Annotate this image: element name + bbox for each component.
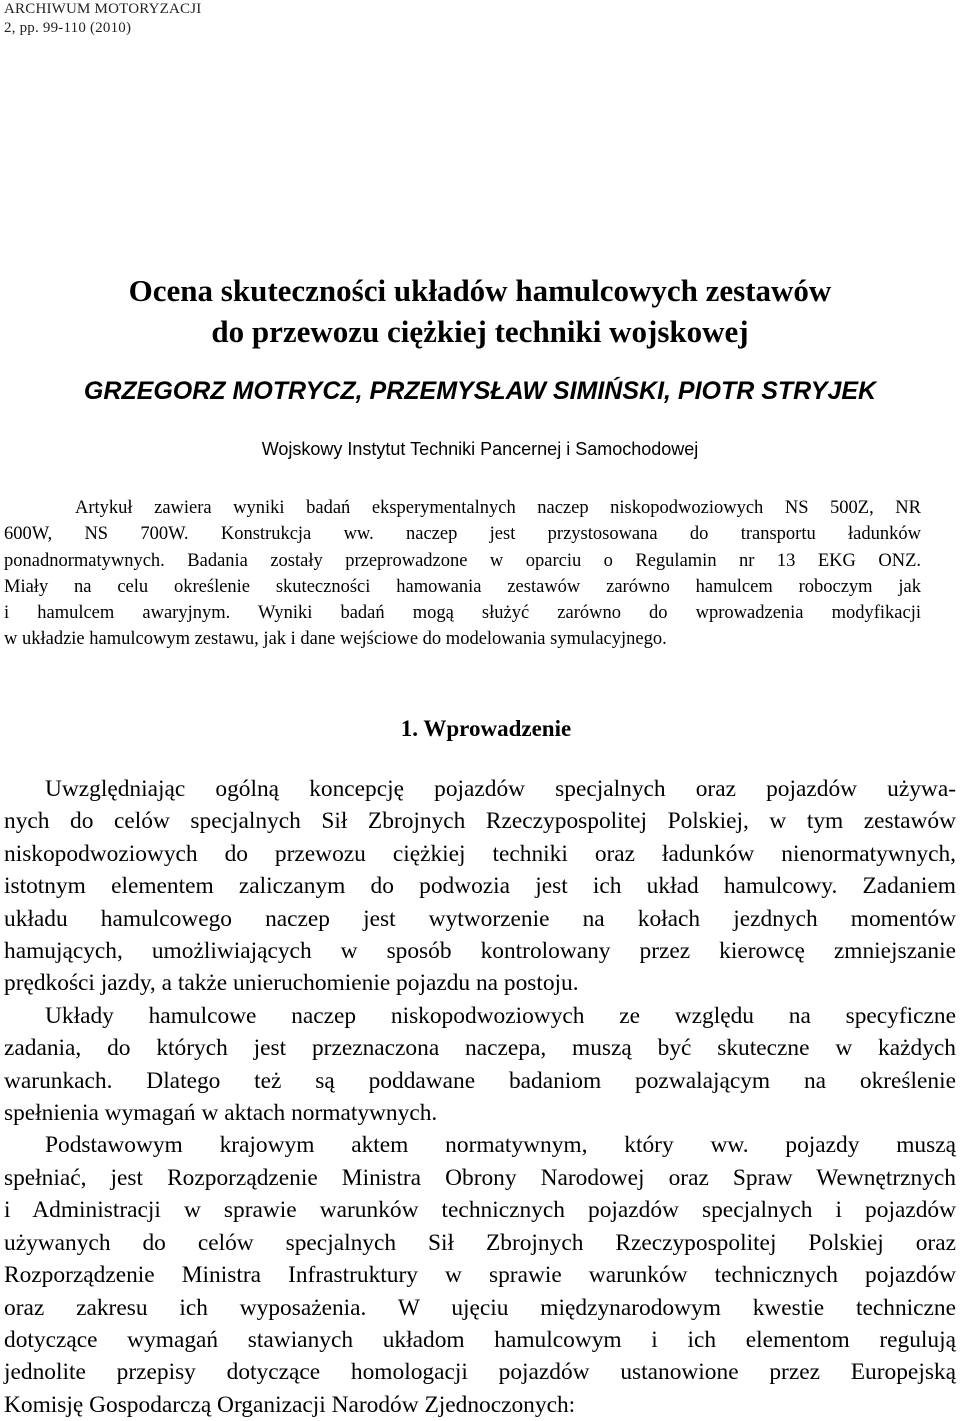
body-line: prędkości jazdy, a także unieruchomienie pojazdu na postoju. [4,970,579,997]
body-line: Rozporządzenie Ministra Infrastruktury w sprawie warunków technicznych pojazdów [4,1262,956,1289]
abstract-line: ponadnormatywnych. Badania zostały przeprowadzone w oparciu o Regulamin nr 13 EKG ONZ. [4,550,921,571]
section-heading: 1. Wprowadzenie [400,716,572,741]
body-line: układu hamulcowego naczep jest wytworzenie na kołach jezdnych momentów [4,905,956,932]
body-text [4,773,956,1421]
body-line: i Administracji w sprawie warunków technicznych pojazdów specjalnych i pojazdów [4,1197,956,1224]
body-line: niskopodwoziowych do przewozu ciężkiej techniki oraz ładunków nienormatywnych, [4,840,956,867]
body-line: oraz zakresu ich wyposażenia. W ujęciu międzynarodowym kwestie techniczne [4,1294,956,1321]
body-line: Podstawowym krajowym aktem normatywnym, który ww. pojazdy muszą [45,1132,956,1159]
abstract-line: 600W, NS 700W. Konstrukcja ww. naczep jest przystosowana do transportu ładunków [4,524,921,545]
body-line: dotyczące wymagań stawianych układom hamulcowym i ich elementom regulują [4,1326,956,1353]
body-line: jednolite przepisy dotyczące homologacji pojazdów ustanowione przez Europejską [4,1359,956,1386]
abstract-line: i hamulcem awaryjnym. Wyniki badań mogą służyć zarówno do wprowadzenia modyfikacji [4,603,921,624]
body-line: warunkach. Dlatego też są poddawane badaniom pozwalającym na określenie [4,1067,956,1094]
body-line: spełnienia wymagań w aktach normatywnych. [4,1100,438,1127]
journal-header [4,0,201,38]
body-line: używanych do celów specjalnych Sił Zbrojnych Rzeczypospolitej Polskiej oraz [4,1229,956,1256]
body-line: Układy hamulcowe naczep niskopodwoziowych ze względu na specyficzne [45,1002,956,1029]
authors: GRZEGORZ MOTRYCZ, PRZEMYSŁAW SIMIŃSKI, PIOTR STRYJEK [83,377,877,405]
abstract-line: w układzie hamulcowym zestawu, jak i dane wejściowe do modelowania symulacyjnego. [4,629,667,650]
affiliation: Wojskowy Instytut Techniki Pancernej i Samochodowej [261,439,699,459]
paper-title-line-1: Ocena skuteczności układów hamulcowych zestawów [128,273,832,308]
body-line: Uwzględniając ogólną koncepcję pojazdów specjalnych oraz pojazdów używa- [45,776,956,802]
journal-name: ARCHIWUM MOTORYZACJI [4,1,202,17]
abstract-line: Artykuł zawiera wyniki badań eksperymentalnych naczep niskopodwoziowych NS 500Z, NR [75,498,921,518]
body-line: spełniać, jest Rozporządzenie Ministra Obrony Narodowej oraz Spraw Wewnętrznych [4,1164,956,1191]
paper-title [0,270,960,352]
body-line: hamujących, umożliwiających w sposób kontrolowany przez kierowcę zmniejszanie [4,938,956,965]
abstract-line: Miały na celu określenie skuteczności hamowania zestawów zarówno hamulcem roboczym jak [4,576,921,597]
body-line: nych do celów specjalnych Sił Zbrojnych Rzeczypospolitej Polskiej, w tym zestawów [4,808,956,835]
body-line: zadania, do których jest przeznaczona naczepa, muszą być skuteczne w każdych [4,1035,956,1062]
journal-issue: 2, pp. 99-110 (2010) [4,20,132,36]
abstract [4,495,921,653]
body-line: Komisję Gospodarczą Organizacji Narodów Zjednoczonych: [4,1391,576,1418]
body-line: istotnym elementem zaliczanym do podwozia jest ich układ hamulcowy. Zadaniem [4,873,956,900]
paper-title-line-2: do przewozu ciężkiej techniki wojskowej [211,314,749,349]
